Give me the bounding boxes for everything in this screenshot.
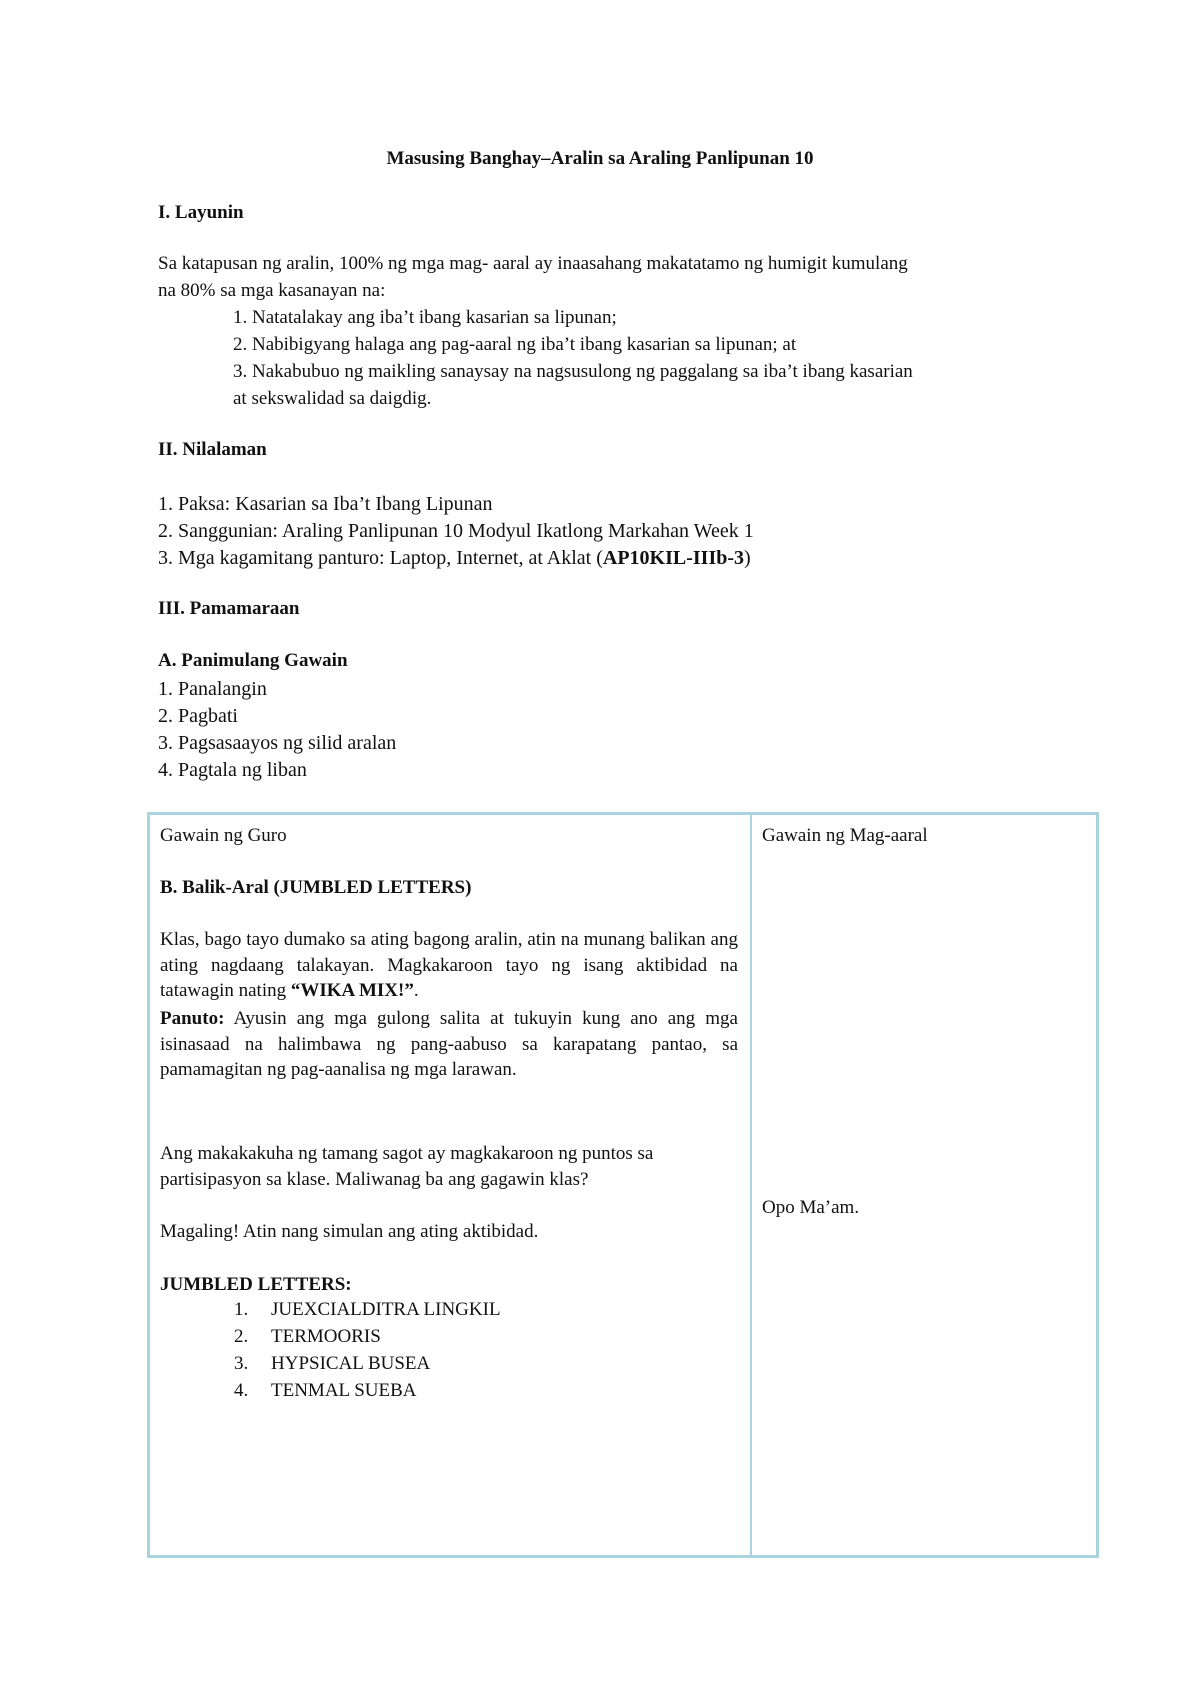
page-title: Masusing Banghay–Aralin sa Araling Panlipunan 10 [386,148,814,169]
objective-2: 2. Nabibigyang halaga ang pag-aaral ng iba’t ibang kasarian sa lipunan; at [233,334,797,355]
jumbled-num-1: 1. [234,1299,249,1320]
student-reply: Opo Ma’am. [762,1197,860,1218]
jumbled-word-2: TERMOORIS [271,1326,381,1347]
teacher-column [149,814,752,1557]
kagamitan-text: 3. Mga kagamitang panturo: Laptop, Internet, at Aklat ( [158,547,603,569]
step-pagsasaayos: 3. Pagsasaayos ng silid aralan [158,732,397,754]
nilalaman-paksa: 1. Paksa: Kasarian sa Iba’t Ibang Lipunan [158,493,493,515]
jumbled-num-2: 2. [234,1326,249,1347]
jumbled-word-4: TENMAL SUEBA [271,1380,417,1401]
section-layunin-heading: I. Layunin [158,202,244,223]
jumbled-num-3: 3. [234,1353,249,1374]
panimulang-gawain-heading: A. Panimulang Gawain [158,650,348,671]
activity-name: “WIKA MIX!” [290,980,414,1002]
step-pagbati: 2. Pagbati [158,705,238,727]
activity-table [147,812,1099,1558]
panuto-text: Ayusin ang mga gulong salita at tukuyin kung ano ang mga isinasaad na halimbawa ng pang-aabuso sa karapatang pantao, sa pamamagitan ng pag-aanalisa ng mga larawan. [160,1008,738,1081]
panuto-paragraph [160,1006,738,1083]
competency-code: AP10KIL-IIIb-3 [602,547,745,569]
objective-1: 1. Natatalakay ang iba’t ibang kasarian sa lipunan; [233,307,617,328]
intro-text: Klas, bago tayo dumako sa ating bagong aralin, atin na munang balikan ang ating nagdaang talakayan. Magkakaroon tayo ng isang aktibidad na tatawagin nating [160,929,738,1002]
teacher-column-header: Gawain ng Guro [160,825,287,846]
layunin-intro-line2: na 80% sa mga kasanayan na: [158,280,386,301]
intro-paragraph [160,927,738,1004]
intro-period: . [413,980,419,1002]
step-panalangin: 1. Panalangin [158,678,267,700]
kagamitan-close: ) [744,547,751,569]
nilalaman-kagamitan [158,546,751,570]
balik-aral-heading: B. Balik-Aral (JUMBLED LETTERS) [160,877,472,898]
section-pamamaraan-heading: III. Pamamaraan [158,598,300,619]
student-column-header: Gawain ng Mag-aaral [762,825,928,846]
section-nilalaman-heading: II. Nilalaman [158,439,267,460]
jumbled-word-1: JUEXCIALDITRA LINGKIL [271,1299,501,1320]
objective-3-line2: at sekswalidad sa daigdig. [233,388,432,409]
objective-3-line1: 3. Nakabubuo ng maikling sanaysay na nagsusulong ng paggalang sa iba’t ibang kasarian [233,361,913,382]
start-activity-text: Magaling! Atin nang simulan ang ating aktibidad. [160,1221,539,1242]
step-pagtala: 4. Pagtala ng liban [158,759,307,781]
jumbled-num-4: 4. [234,1380,249,1401]
jumbled-word-3: HYPSICAL BUSEA [271,1353,431,1374]
points-line2: partisipasyon sa klase. Maliwanag ba ang gagawin klas? [160,1169,589,1190]
nilalaman-sanggunian: 2. Sanggunian: Araling Panlipunan 10 Modyul Ikatlong Markahan Week 1 [158,520,754,542]
points-line1: Ang makakakuha ng tamang sagot ay magkakaroon ng puntos sa [160,1143,654,1164]
layunin-intro-line1: Sa katapusan ng aralin, 100% ng mga mag- aaral ay inaasahang makatatamo ng humigit kumulang [158,253,908,274]
panuto-label: Panuto: [160,1008,225,1029]
student-column [751,814,1098,1557]
jumbled-letters-heading: JUMBLED LETTERS: [160,1274,352,1295]
